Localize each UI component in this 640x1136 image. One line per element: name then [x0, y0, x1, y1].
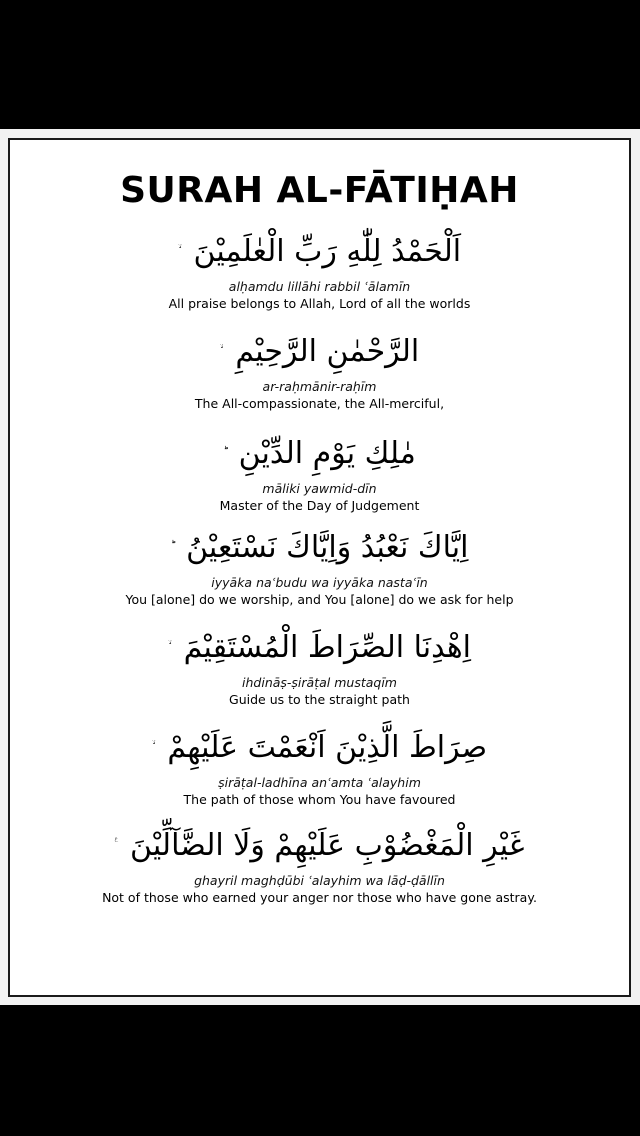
verse-2 — [10, 330, 629, 412]
verse-arabic-text: غَيْرِ الْمَغْضُوْبِ عَلَيْهِمْ وَلَا الضَّآلِّيْنَ — [130, 828, 525, 863]
verse-arabic-text: اِهْدِنَا الصِّرَاطَ الْمُسْتَقِيْمَ — [183, 630, 471, 665]
verse-translation: Master of the Day of Judgement — [219, 498, 420, 513]
verse-5 — [10, 626, 629, 708]
verse-arabic — [10, 824, 629, 872]
verse-transliteration: ar-raḥmānir-raḥīm — [262, 379, 377, 394]
verse-arabic — [10, 626, 629, 674]
verse-translation: Guide us to the straight path — [229, 692, 410, 707]
page-title: SURAH AL-FĀTIḤAH — [120, 170, 519, 211]
verse-translation: All praise belongs to Allah, Lord of all the worlds — [168, 296, 471, 311]
surah-poster — [8, 138, 631, 997]
verse-translation: The path of those whom You have favoured — [183, 792, 456, 807]
verse-transliteration: ṣirāṭal-ladhīna anʿamta ʿalayhim — [218, 775, 421, 790]
verse-arabic-text: الرَّحْمٰنِ الرَّحِيْمِ — [235, 334, 420, 369]
verse-translation: Not of those who earned your anger nor those who have gone astray. — [102, 890, 537, 905]
verse-7 — [10, 824, 629, 906]
verse-arabic — [10, 726, 629, 774]
verse-arabic-text: صِرَاطَ الَّذِيْنَ اَنْعَمْتَ عَلَيْهِمْ — [167, 730, 488, 765]
verse-translation: The All-compassionate, the All-merciful, — [194, 396, 445, 411]
verse-arabic-text: اِيَّاكَ نَعْبُدُ وَاِيَّاكَ نَسْتَعِيْنُ — [186, 530, 469, 565]
verse-arabic — [10, 526, 629, 574]
verse-arabic — [10, 330, 629, 378]
verse-transliteration: alḥamdu lillāhi rabbil ʿālamīn — [228, 279, 411, 294]
verse-translation: You [alone] do we worship, and You [alone] do we ask for help — [125, 592, 514, 607]
verse-arabic-text: مٰلِكِ يَوْمِ الدِّيْنِ — [238, 436, 416, 471]
verse-1 — [10, 230, 629, 312]
verse-transliteration: ghayril maghḍūbi ʿalayhim wa lāḍ-ḍāllīn — [194, 873, 445, 888]
verse-arabic — [10, 432, 629, 480]
verse-6 — [10, 726, 629, 808]
verse-3 — [10, 432, 629, 514]
verse-arabic — [10, 230, 629, 278]
verse-4 — [10, 526, 629, 608]
verse-transliteration: māliki yawmid-dīn — [262, 481, 377, 496]
verse-transliteration: ihdināṣ-ṣirāṭal mustaqīm — [242, 675, 397, 690]
screen — [0, 129, 640, 1005]
verse-arabic-text: اَلْحَمْدُ لِلّٰهِ رَبِّ الْعٰلَمِيْنَ — [193, 234, 462, 269]
verse-transliteration: iyyāka naʿbudu wa iyyāka nastaʿīn — [211, 575, 428, 590]
